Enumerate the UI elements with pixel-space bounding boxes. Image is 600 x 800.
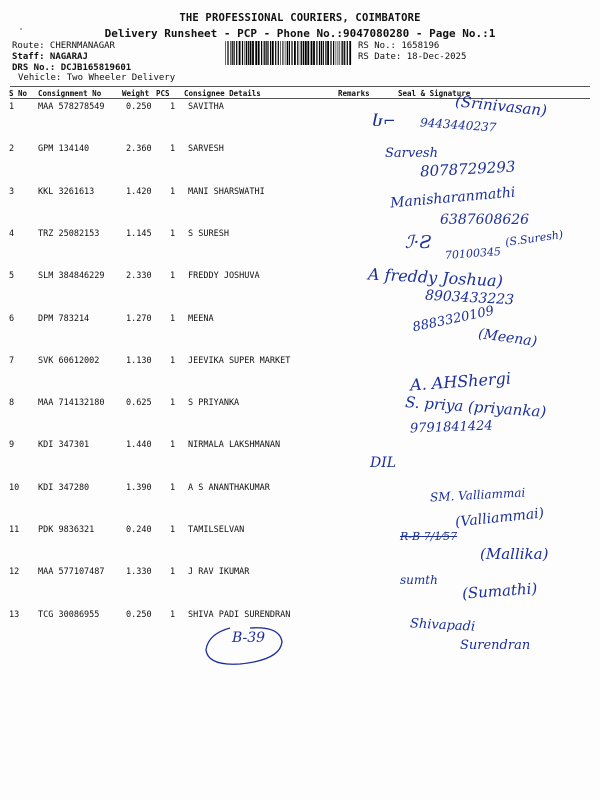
cell-pcs: 1 xyxy=(170,355,176,366)
cell-consignment: MAA 577107487 xyxy=(38,567,105,578)
handwriting-r2b: 8078729293 xyxy=(419,157,516,181)
cell-pcs: 1 xyxy=(170,144,176,155)
cell-weight: 0.240 xyxy=(126,525,152,535)
handwriting-r6b: (Meena) xyxy=(477,325,539,351)
cell-sno: 3 xyxy=(9,186,15,197)
cell-weight: 1.145 xyxy=(126,228,152,239)
cell-weight: 0.625 xyxy=(126,398,152,409)
cell-weight: 0.250 xyxy=(126,102,152,112)
vehicle-label: Vehicle: Two Wheeler Delivery xyxy=(18,73,176,83)
handwriting-r4b: 70100345 xyxy=(444,245,502,262)
cell-weight: 1.420 xyxy=(126,186,152,197)
cell-sno: 12 xyxy=(9,567,20,578)
cell-consignment: PDK 9836321 xyxy=(38,525,95,535)
col-consignee: Consignee Details xyxy=(184,89,261,98)
cell-consignment: KDI 347280 xyxy=(38,482,90,493)
cell-consignment: MAA 578278549 xyxy=(38,102,105,112)
col-seal-signature: Seal & Signature xyxy=(398,89,471,98)
cell-consignment: TCG 30086955 xyxy=(38,609,100,620)
cell-weight: 2.360 xyxy=(126,144,152,155)
handwriting-r8b: 9791841424 xyxy=(409,418,493,437)
cell-weight: 2.330 xyxy=(126,271,152,282)
cell-consignee: SARVESH xyxy=(188,144,224,155)
table-row xyxy=(0,440,600,482)
cell-consignee: SHIVA PADI SURENDRAN xyxy=(188,609,291,620)
cell-sno: 13 xyxy=(9,609,20,620)
cell-pcs: 1 xyxy=(170,313,176,324)
cell-pcs: 1 xyxy=(170,398,176,409)
handwriting-r13c: B-39 xyxy=(232,630,266,646)
handwriting-r6a: 8883320109 xyxy=(411,303,496,336)
signature-mark: sumth xyxy=(400,573,438,587)
signature-mark: ℐ·Ƨ xyxy=(405,232,432,253)
staff-label: Staff: NAGARAJ xyxy=(12,52,88,62)
handwriting-r5a: A freddy Joshua) xyxy=(367,264,504,291)
cell-sno: 9 xyxy=(9,440,15,451)
route-label: Route: CHERNMANAGAR xyxy=(12,41,115,51)
runsheet-subtitle: Delivery Runsheet - PCP - Phone No.:9047080280 - Page No.:1 xyxy=(104,27,496,40)
company-title: THE PROFESSIONAL COURIERS, COIMBATORE xyxy=(179,12,421,24)
cell-consignment: KKL 3261613 xyxy=(38,186,95,197)
col-weight: Weight xyxy=(122,89,150,98)
handwriting-r8a: S. priya (priyanka) xyxy=(404,393,547,421)
cell-sno: 1 xyxy=(9,102,15,112)
rs-date: RS Date: 18-Dec-2025 xyxy=(358,52,467,62)
handwriting-r12a: (Sumathi) xyxy=(461,579,538,603)
cell-sno: 4 xyxy=(9,228,15,239)
cell-consignee: A S ANANTHAKUMAR xyxy=(188,482,270,493)
handwriting-r9a: DIL xyxy=(370,455,397,471)
cell-consignee: FREDDY JOSHUVA xyxy=(188,271,260,282)
handwriting-r11a: (Valliammai) xyxy=(454,505,545,531)
cell-consignee: J RAV IKUMAR xyxy=(188,567,250,578)
cell-pcs: 1 xyxy=(170,525,176,535)
col-remarks: Remarks xyxy=(338,89,370,98)
col-consignment: Consignment No xyxy=(38,89,102,98)
header-rule xyxy=(10,86,590,87)
cell-sno: 5 xyxy=(9,271,15,282)
rs-number: RS No.: 1658196 xyxy=(358,41,440,51)
cell-sno: 11 xyxy=(9,525,20,535)
cell-weight: 0.250 xyxy=(126,609,152,620)
col-sno: S No xyxy=(9,89,28,98)
cell-pcs: 1 xyxy=(170,271,176,282)
cell-pcs: 1 xyxy=(170,567,176,578)
cell-consignee: TAMILSELVAN xyxy=(188,525,245,535)
cell-sno: 8 xyxy=(9,398,15,409)
cell-consignee: MEENA xyxy=(188,313,214,324)
cell-weight: 1.130 xyxy=(126,355,152,366)
cell-weight: 1.270 xyxy=(126,313,152,324)
cell-sno: 2 xyxy=(9,144,15,155)
cell-sno: 7 xyxy=(9,355,15,366)
cell-consignee: SAVITHA xyxy=(188,102,224,112)
cell-consignee: S PRIYANKA xyxy=(188,398,240,409)
cell-pcs: 1 xyxy=(170,482,176,493)
cell-consignment: DPM 783214 xyxy=(38,313,90,324)
handwriting-r5b: 8903433223 xyxy=(424,287,515,309)
handwriting-r1b: 9443440237 xyxy=(419,115,497,135)
cell-consignee: S SURESH xyxy=(188,228,229,239)
cell-consignment: SLM 384846229 xyxy=(38,271,105,282)
handwriting-r7a: A. AHShergi xyxy=(409,368,512,395)
cell-pcs: 1 xyxy=(170,186,176,197)
handwriting-r3a: Manisharanmathi xyxy=(389,184,516,212)
cell-pcs: 1 xyxy=(170,609,176,620)
cell-consignee: JEEVIKA SUPER MARKET xyxy=(188,355,291,366)
cell-consignment: GPM 134140 xyxy=(38,144,90,155)
handwriting-r13a: Shivapadi xyxy=(409,616,476,635)
cell-consignment: KDI 347301 xyxy=(38,440,90,451)
cell-pcs: 1 xyxy=(170,102,176,112)
cell-weight: 1.440 xyxy=(126,440,152,451)
cell-consignment: TRZ 25082153 xyxy=(38,228,100,239)
drs-number: DRS No.: DCJB165819601 xyxy=(12,63,132,73)
cell-weight: 1.390 xyxy=(126,482,152,493)
cell-sno: 6 xyxy=(9,313,15,324)
handwriting-r3b: 6387608626 xyxy=(440,212,530,228)
cell-consignee: MANI SHARSWATHI xyxy=(188,186,265,197)
handwriting-r4a: (S.Suresh) xyxy=(504,228,564,249)
cell-pcs: 1 xyxy=(170,228,176,239)
handwriting-r10a: SM. Valliammai xyxy=(429,485,526,505)
signature-mark: Ⴑ⌐ xyxy=(372,112,396,130)
cell-consignment: SVK 60612002 xyxy=(38,355,100,366)
cell-consignment: MAA 714132180 xyxy=(38,398,105,409)
handwriting-r2a: Sarvesh xyxy=(385,146,438,161)
circled-mark xyxy=(200,620,290,670)
cell-weight: 1.330 xyxy=(126,567,152,578)
handwriting-r13b: Surendran xyxy=(460,638,531,653)
handwriting-r1a: (Srinivasan) xyxy=(454,92,548,120)
col-pcs: PCS xyxy=(156,89,170,98)
cell-sno: 10 xyxy=(9,482,20,493)
cell-pcs: 1 xyxy=(170,440,176,451)
signature-mark: R-B 7/1⁄57 xyxy=(400,530,458,543)
cell-consignee: NIRMALA LAKSHMANAN xyxy=(188,440,281,451)
barcode xyxy=(225,41,353,65)
handwriting-r11b: (Mallika) xyxy=(480,545,549,563)
